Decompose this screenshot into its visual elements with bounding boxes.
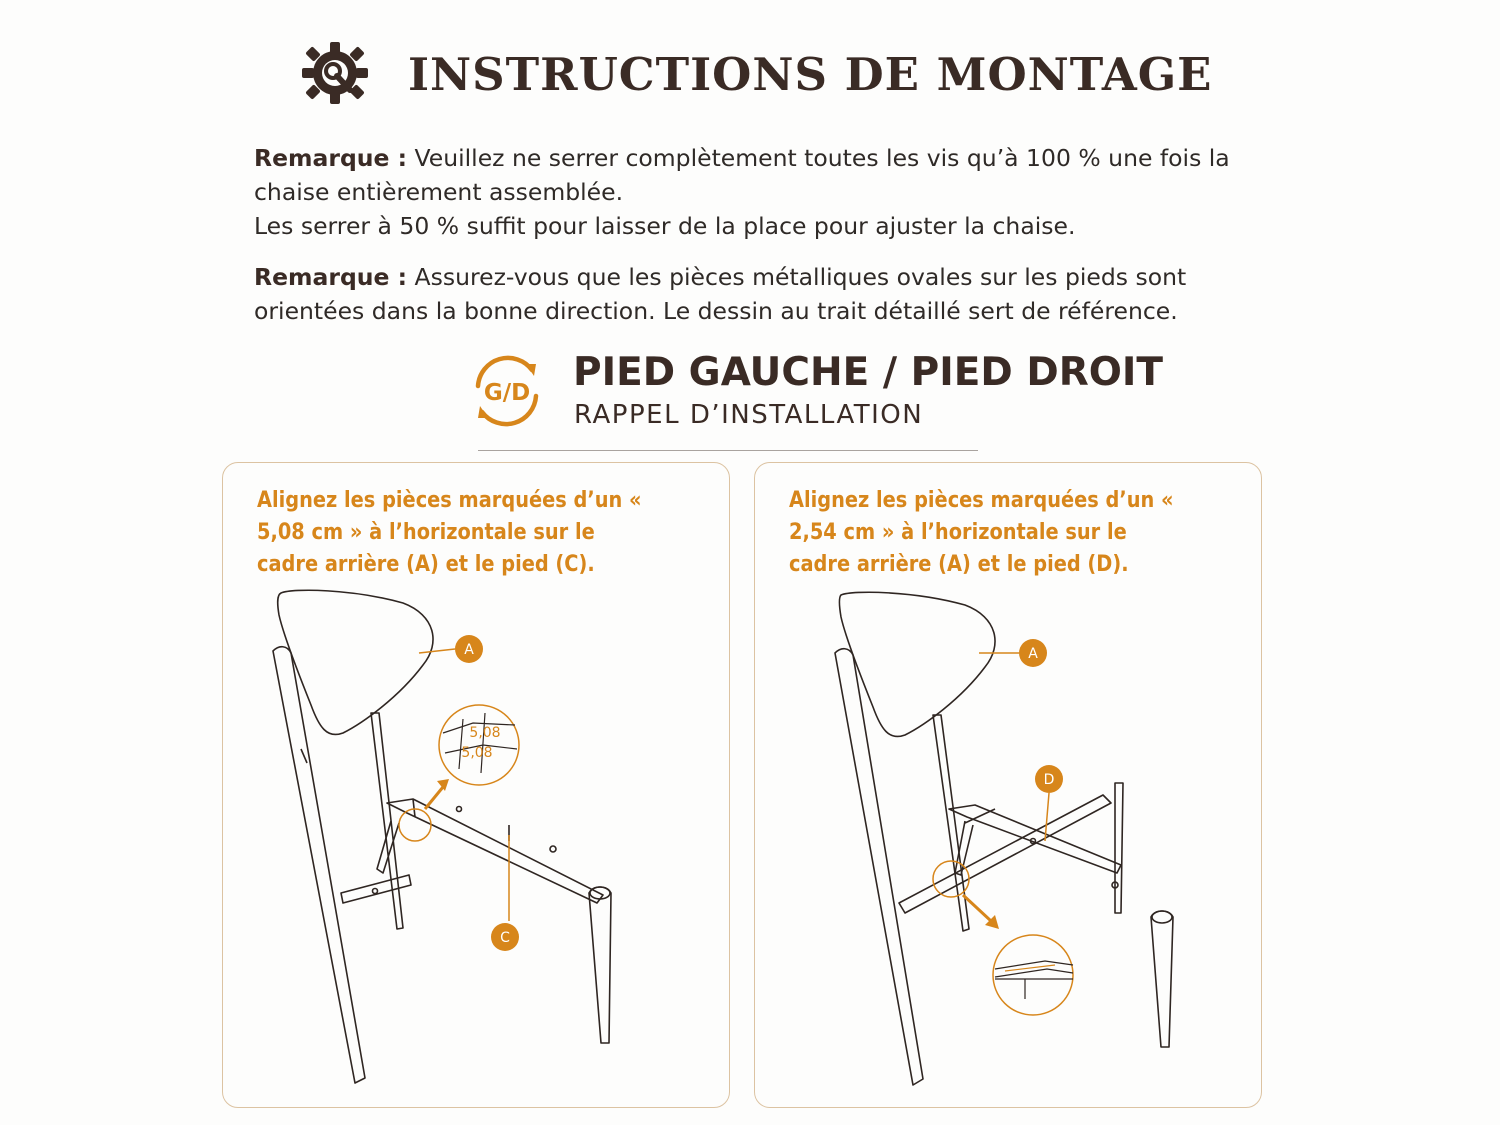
back-leg bbox=[835, 649, 923, 1085]
callout-c-label: C bbox=[500, 930, 510, 946]
note-2 bbox=[254, 260, 1254, 328]
note-2-label: Remarque : bbox=[254, 263, 408, 291]
gear-wrench-icon bbox=[298, 38, 372, 108]
rear-support bbox=[933, 715, 969, 931]
section-title: PIED GAUCHE / PIED DROIT bbox=[573, 350, 1164, 395]
callout-a bbox=[419, 635, 483, 663]
chair-right-diagram bbox=[755, 573, 1261, 1103]
detail-zoom-view bbox=[439, 705, 519, 785]
panel-left-instruction: Alignez les pièces marquées d’un « 5,08 cm » à l’horizontale sur le cadre arrière (A) et le pied (C). bbox=[257, 488, 642, 577]
callout-a-label: A bbox=[464, 642, 474, 658]
detail-mark-2: 5,08 bbox=[461, 745, 493, 761]
note-2-text: Assurez-vous que les pièces métalliques ovales sur les pieds sont orientées dans la bonne direction. Le dessin au trait détaillé sert de référence. bbox=[254, 263, 1187, 325]
page-title: INSTRUCTIONS DE MONTAGE bbox=[408, 48, 1213, 101]
detail-mark-1: 5,08 bbox=[469, 725, 501, 741]
gd-badge-text: G/D bbox=[483, 380, 531, 406]
left-right-swap-icon bbox=[466, 350, 548, 432]
note-1-text-2: Les serrer à 50 % suffit pour laisser de la place pour ajuster la chaise. bbox=[254, 212, 1076, 240]
callout-a-label: A bbox=[1028, 646, 1038, 662]
panel-left-leg bbox=[222, 462, 730, 1108]
detail-zoom-view bbox=[993, 935, 1073, 1015]
section-divider bbox=[478, 450, 978, 451]
panel-right-instruction: Alignez les pièces marquées d’un « 2,54 cm » à l’horizontale sur le cadre arrière (A) et le pied (D). bbox=[789, 488, 1174, 577]
chair-left-diagram bbox=[223, 573, 729, 1103]
panel-right-leg bbox=[754, 462, 1262, 1108]
note-1 bbox=[254, 141, 1254, 243]
note-1-label: Remarque : bbox=[254, 144, 408, 172]
callout-c bbox=[491, 835, 519, 951]
note-1-text: Veuillez ne serrer complètement toutes les vis qu’à 100 % une fois la chaise entièrement assemblée. bbox=[254, 144, 1230, 206]
front-leg bbox=[589, 887, 611, 1043]
back-leg bbox=[273, 647, 365, 1083]
frame-rail-2 bbox=[899, 795, 1111, 913]
frame-rail bbox=[387, 799, 603, 903]
callout-d-label: D bbox=[1043, 772, 1055, 788]
section-subtitle: RAPPEL D’INSTALLATION bbox=[574, 400, 924, 430]
detail-marker bbox=[933, 861, 969, 897]
rear-support bbox=[371, 713, 403, 929]
detail-arrow bbox=[425, 787, 443, 809]
front-leg bbox=[1151, 911, 1173, 1047]
callout-a bbox=[979, 639, 1047, 667]
